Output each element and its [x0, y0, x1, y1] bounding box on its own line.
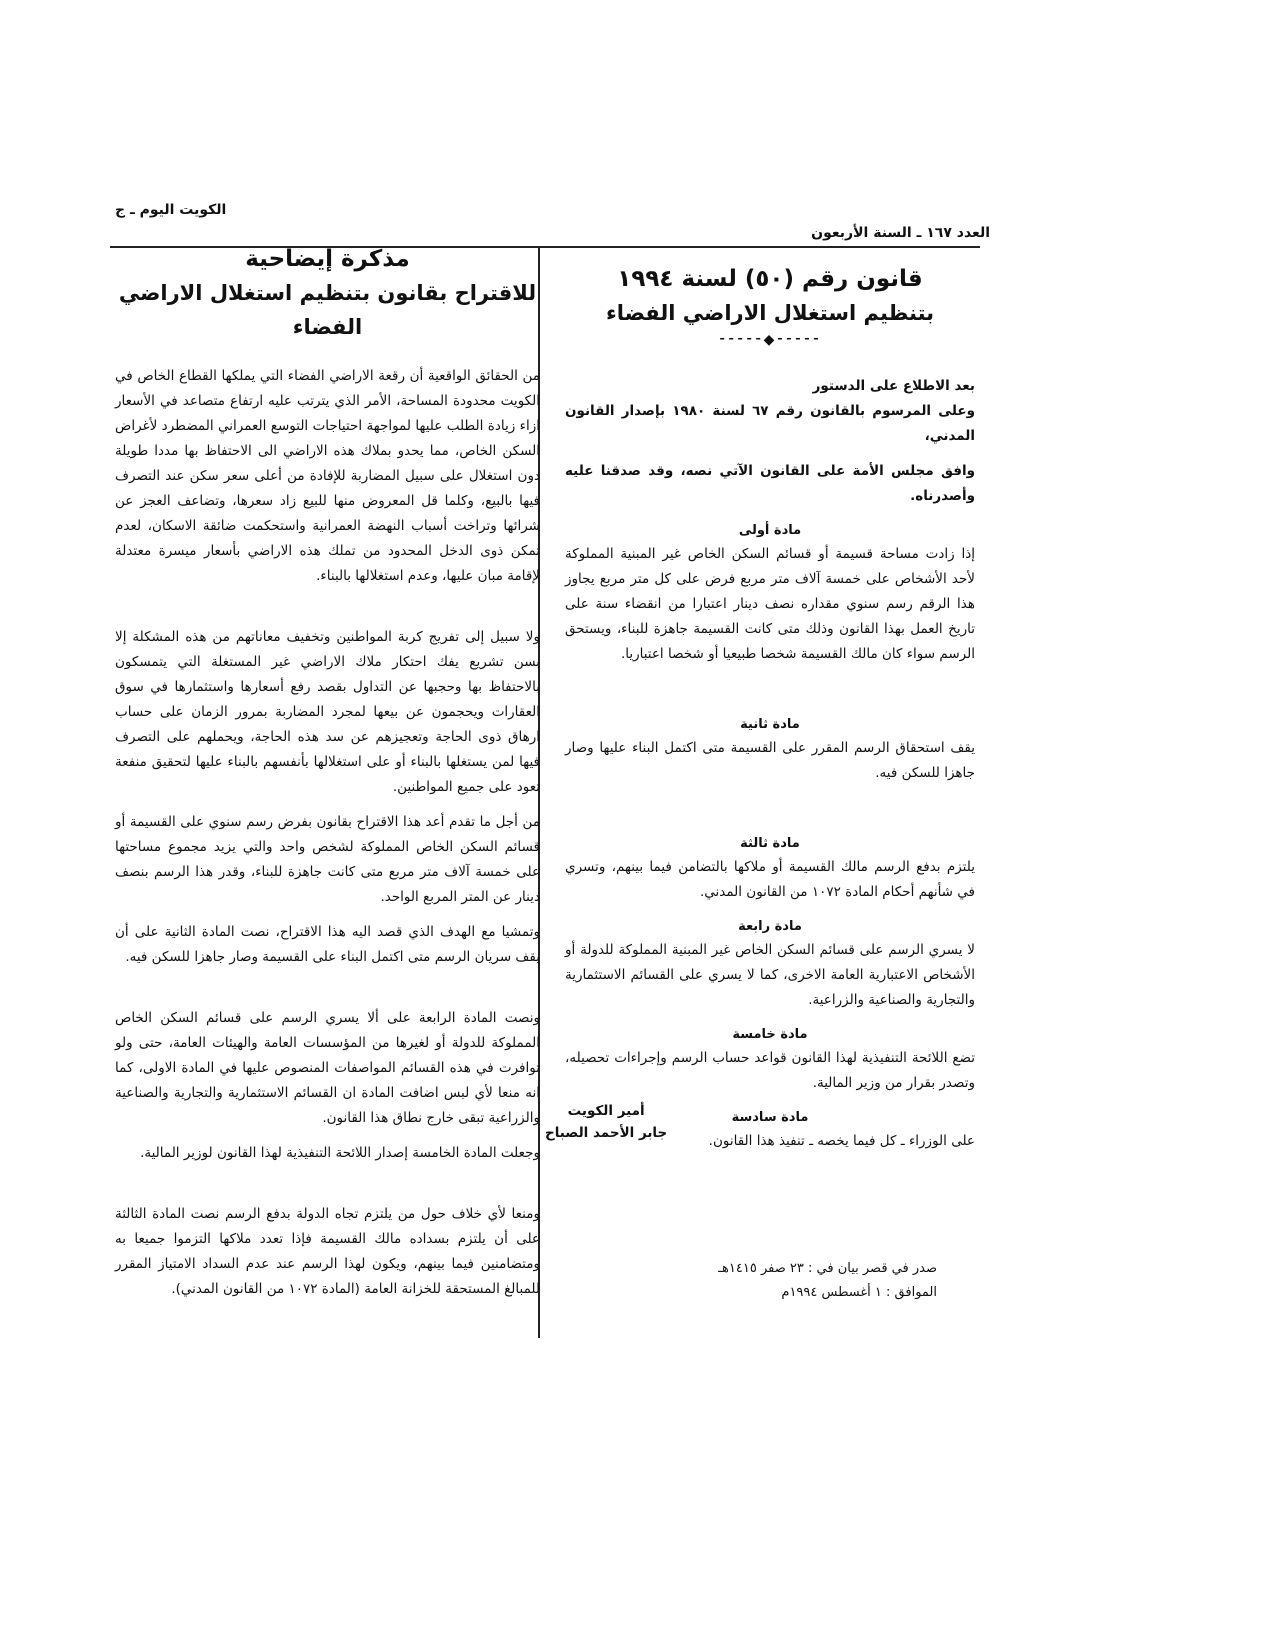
issued-date-gregorian: الموافق : ١ أغسطس ١٩٩٤م	[781, 1285, 937, 1300]
law-preamble-2: وعلى المرسوم بالقانون رقم ٦٧ لسنة ١٩٨٠ بإصدار القانون المدني،	[565, 403, 976, 444]
law-preamble-1: بعد الاطلاع على الدستور	[812, 378, 975, 394]
memo-paragraph: وجعلت المادة الخامسة إصدار اللائحة التنفيذية لهذا القانون لوزير المالية.	[140, 1145, 540, 1161]
issue-header: العدد ١٦٧ ـ السنة الأربعون	[811, 225, 990, 241]
memo-paragraph: ولا سبيل إلى تفريج كربة المواطنين وتخفيف معاناتهم من هذه المشكلة إلا بسن تشريع يفك احتكار ملاك الاراضي غير المستغلة التي يتمسكون بالاحتفاظ بها وحجبها عن التداول بقصد رفع أسعارها واستثمارها في سوق العقارات ويحجمون عن بيعها لمجرد المضاربة بمرور الزمان على حساب ارهاق ذوى الحاجة وتعجيزهم عن سد هذه الحاجة، ويحملهم على التصرف فيها لمن يستغلها بالبناء أو على استغلالها بأنفسهم بالبناء عليها لتحقيق منفعة تعود على جميع المواطنين.	[115, 629, 540, 795]
article-4-heading: مادة رابعة	[738, 919, 802, 934]
memo-column	[115, 242, 540, 1312]
gazette-header: الكويت اليوم ـ ج	[115, 202, 227, 218]
article-2-heading: مادة ثانية	[740, 717, 800, 732]
memo-paragraph: من أجل ما تقدم أعد هذا الاقتراح بقانون بفرض رسم سنوي على القسيمة أو قسائم السكن الخاص المملوكة لشخص واحد والتي يزيد مجموع مساحتها على خمسة آلاف متر مربع متى كانت جاهزة للبناء، وقدر هذا الرسم بنصف دينار عن المتر المربع الواحد.	[115, 814, 540, 905]
article-6-text: على الوزراء ـ كل فيما يخصه ـ تنفيذ هذا القانون.	[708, 1133, 975, 1149]
memo-subtitle: للاقتراح بقانون بتنظيم استغلال الاراضي الفضاء	[118, 281, 537, 339]
article-3-text: يلتزم بدفع الرسم مالك القسيمة أو ملاكها بالتضامن فيما بينهم، وتسري في شأنهم أحكام المادة ١٠٧٢ من القانون المدني.	[565, 859, 975, 900]
article-1-text: إذا زادت مساحة قسيمة أو قسائم السكن الخاص غير المبنية المملوكة لأحد الأشخاص على خمسة آلاف متر مربع فرض على كل متر مربع يجاوز هذا الرقم رسم سنوي مقداره نصف دينار اعتبارا من انقضاء سنة على تاريخ العمل بهذا القانون وذلك متى كانت القسيمة جاهزة للبناء، ويستحق الرسم سواء كان مالك القسيمة شخصا طبيعيا أو شخصا اعتباريا.	[565, 546, 975, 662]
article-6-heading: مادة سادسة	[731, 1110, 809, 1125]
article-1-heading: مادة أولى	[738, 523, 802, 538]
issued-date-hijri: صدر في قصر بيان في : ٢٣ صفر ١٤١٥هـ	[718, 1261, 937, 1276]
article-3-heading: مادة ثالثة	[740, 836, 800, 851]
memo-paragraph: وتمشيا مع الهدف الذي قصد اليه هذا الاقتراح، نصت المادة الثانية على أن يقف سريان الرسم متى اكتمل البناء على القسيمة وصار جاهزا للسكن فيه.	[115, 924, 540, 965]
issued-block	[718, 1257, 937, 1305]
memo-paragraph: ونصت المادة الرابعة على ألا يسري الرسم على قسائم السكن الخاص المملوكة للدولة أو لغيرها من المؤسسات العامة والهيئات العامة، حتى ولو توافرت في هذه القسائم المواصفات المنصوص عليها في المادة الاولى، كما انه منعا لأي لبس اضافت المادة ان القسائم الاستثمارية والتجارية والصناعية والزراعية تبقى خارج نطاق هذا القانون.	[115, 1010, 540, 1126]
article-5-text: تضع اللائحة التنفيذية لهذا القانون قواعد حساب الرسم وإجراءات تحصيله، وتصدر بقرار من وزير المالية.	[565, 1050, 975, 1091]
signature-title: أمير الكويت	[567, 1103, 645, 1119]
law-preamble-3: وافق مجلس الأمة على القانون الآتي نصه، وقد صدقنا عليه وأصدرناه.	[565, 463, 975, 504]
memo-paragraph: ومنعا لأي خلاف حول من يلتزم تجاه الدولة بدفع الرسم نصت المادة الثالثة على أن يلتزم بسداده مالك القسيمة فإذا تعدد ملاكها التزموا جميعا به ومتضامنين فيما بينهم، ويكون لهذا الرسم عند عدم السداد الامتياز المقرر للمبالغ المستحقة للخزانة العامة (المادة ١٠٧٢ من القانون المدني).	[115, 1206, 540, 1297]
title-ornament: ⁃⁃⁃⁃⁃◆⁃⁃⁃⁃⁃	[718, 332, 822, 348]
memo-paragraph: من الحقائق الواقعية أن رقعة الاراضي الفضاء التي يملكها القطاع الخاص في الكويت محدودة المساحة، الأمر الذي يترتب عليه ارتفاع متصاعد في الأسعار ازاء زيادة الطلب عليها لمواجهة احتياجات التوسع العمراني المضطرد لأغراض السكن الخاص، مما يحدو بملاك هذه الاراضي الى الاحتفاظ بها مددا طويلة دون استغلال على سبيل المضاربة للإفادة من أعلى سعر سكن عند التصرف فيها بالبيع، وكلما قل المعروض منها للبيع زاد سعرها، وتضاعف العجز عن شرائها وتراخت أسباب النهضة العمرانية واستحكمت ضائقة الاسكان، لعدم تمكن ذوى الدخل المحدود من تملك هذه الاراضي بأسعار ميسرة معتدلة لإقامة مبان عليها، وعدم استغلالها بالبناء.	[115, 368, 540, 584]
memo-title: مذكرة إيضاحية	[245, 246, 410, 272]
article-2-text: يقف استحقاق الرسم المقرر على القسيمة متى اكتمل البناء عليها وصار جاهزا للسكن فيه.	[565, 740, 975, 781]
law-subtitle: بتنظيم استغلال الاراضي الفضاء	[605, 301, 935, 325]
signature-name: جابر الأحمد الصباح	[545, 1125, 668, 1141]
article-5-heading: مادة خامسة	[732, 1027, 808, 1042]
law-column	[565, 262, 975, 1164]
law-title: قانون رقم (٥٠) لسنة ١٩٩٤	[617, 266, 923, 292]
article-4-text: لا يسري الرسم على قسائم السكن الخاص غير المبنية المملوكة للدولة أو الأشخاص الاعتبارية العامة الاخرى، كما لا يسري على القسائم الاستثمارية والتجارية والصناعية والزراعية.	[565, 942, 975, 1008]
signature-block	[545, 1100, 667, 1144]
